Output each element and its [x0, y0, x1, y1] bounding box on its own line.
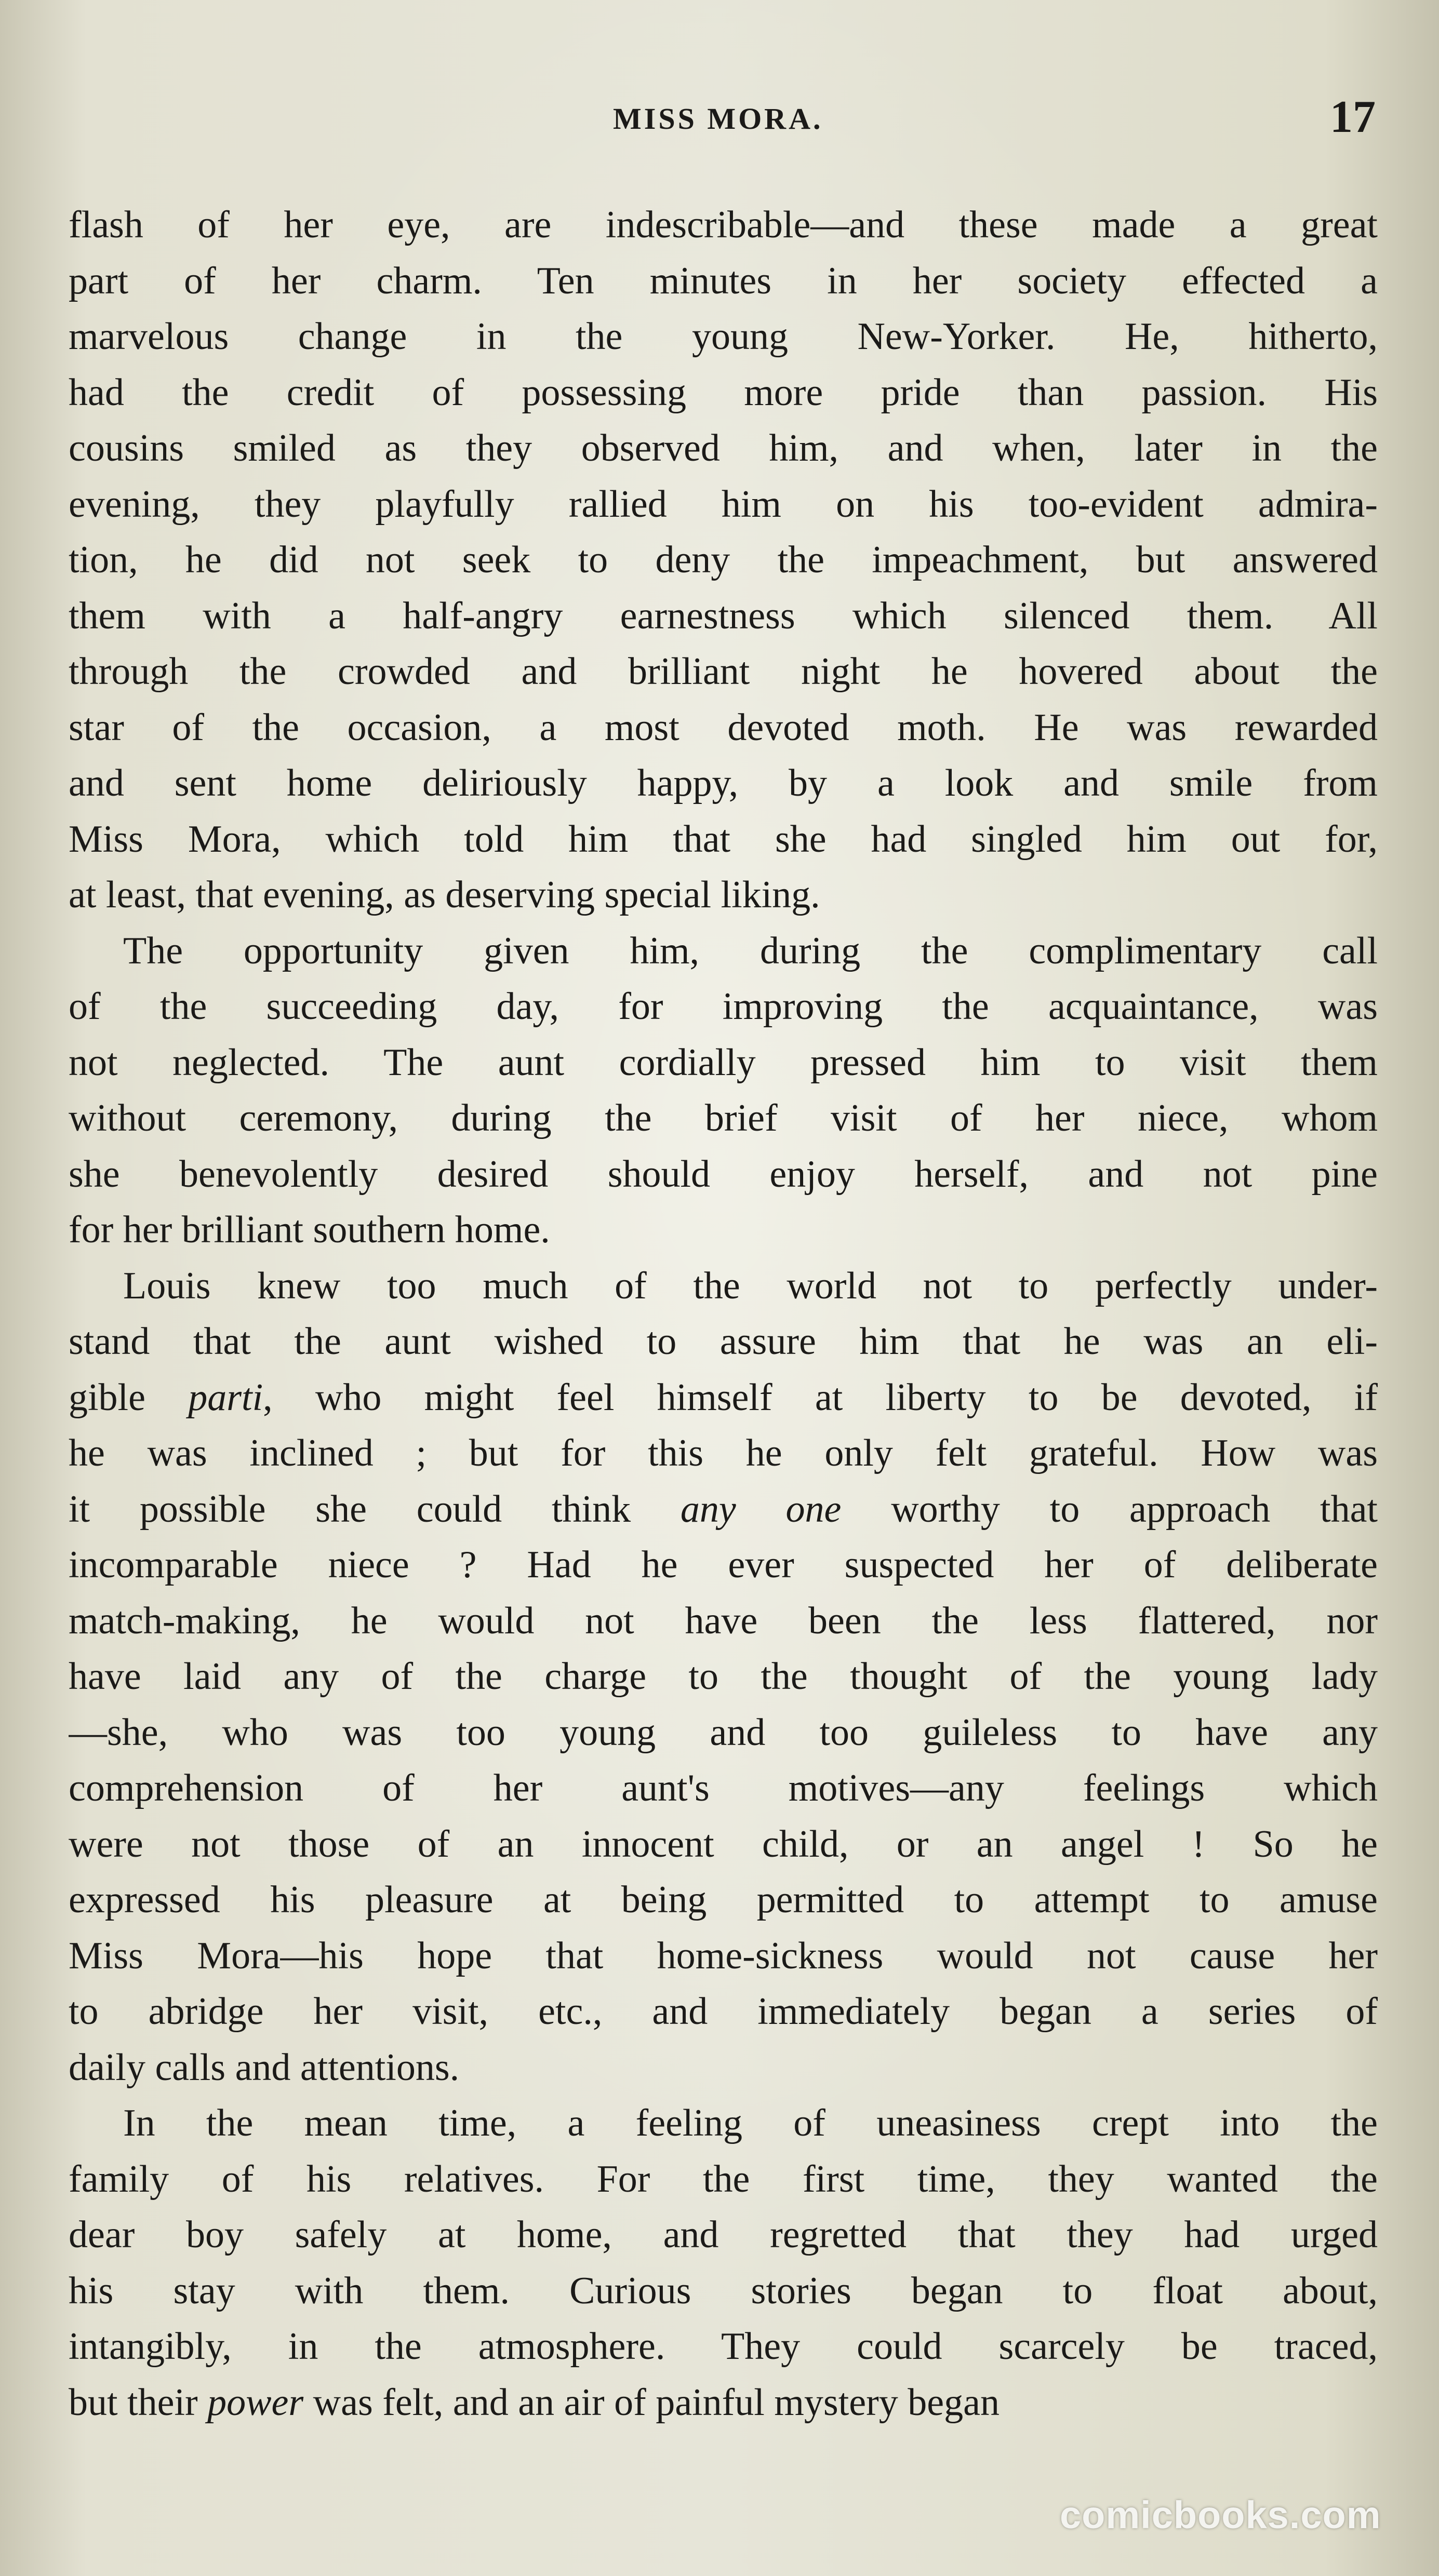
paragraph-1 — [69, 197, 1378, 923]
text-line: he was inclined ; but for this he only felt grateful. How was — [69, 1432, 1378, 1474]
text-line: flash of her eye, are indescribable—and these made a great — [69, 204, 1378, 246]
paragraph-3 — [69, 1258, 1378, 2096]
paragraph-4 — [69, 2096, 1378, 2431]
text-line: dear boy safely at home, and regretted that they had urged — [69, 2213, 1378, 2256]
text-line: expressed his pleasure at being permitted to attempt to amuse — [69, 1879, 1378, 1921]
text-line: them with a half-angry earnestness which silenced them. All — [69, 594, 1378, 637]
text-line: daily calls and attentions. — [69, 2046, 460, 2089]
text-line: The opportunity given him, during the complimentary call — [123, 929, 1378, 972]
text-line: cousins smiled as they observed him, and when, later in the — [69, 427, 1378, 469]
text-line: his stay with them. Curious stories began to float about, — [69, 2269, 1378, 2312]
running-title: MISS MORA. — [613, 102, 823, 136]
text-line: In the mean time, a feeling of uneasiness crept into the — [123, 2102, 1378, 2144]
text-line: marvelous change in the young New-Yorker. He, hitherto, — [69, 315, 1378, 358]
text-line: have laid any of the charge to the thought of the young lady — [69, 1655, 1378, 1698]
text-line: it possible she could think any one worthy to approach that — [69, 1487, 1378, 1531]
text-line: and sent home deliriously happy, by a look and smile from — [69, 762, 1378, 804]
text-line: family of his relatives. For the first time, they wanted the — [69, 2157, 1378, 2201]
text-line: gible parti, who might feel himself at liberty to be devoted, if — [69, 1376, 1378, 1419]
text-line: of the succeeding day, for improving the acquaintance, was — [69, 985, 1378, 1028]
text-line: she benevolently desired should enjoy herself, and not pine — [69, 1152, 1378, 1196]
text-line: incomparable niece ? Had he ever suspected her of deliberate — [69, 1544, 1378, 1586]
running-head — [0, 91, 1439, 148]
text-line: intangibly, in the atmosphere. They could scarcely be traced, — [69, 2325, 1378, 2368]
text-line: evening, they playfully rallied him on his too-evident admira- — [69, 482, 1378, 526]
text-line: were not those of an innocent child, or an angel ! So he — [69, 1822, 1378, 1866]
text-line: tion, he did not seek to deny the impeachment, but answered — [69, 539, 1378, 581]
text-line: without ceremony, during the brief visit of her niece, whom — [69, 1097, 1378, 1139]
text-line: Louis knew too much of the world not to perfectly under- — [123, 1264, 1378, 1307]
text-line: but their power was felt, and an air of painful mystery began — [69, 2381, 1000, 2424]
text-line: comprehension of her aunt's motives—any feelings which — [69, 1767, 1378, 1809]
body-text — [69, 197, 1378, 2431]
text-line: at least, that evening, as deserving special liking. — [69, 874, 820, 916]
page-number: 17 — [1330, 92, 1376, 142]
text-line: Miss Mora—his hope that home-sickness would not cause her — [69, 1934, 1378, 1977]
text-line: —she, who was too young and too guileless to have any — [69, 1711, 1378, 1754]
text-line: stand that the aunt wished to assure him that he was an eli- — [69, 1320, 1378, 1363]
text-line: not neglected. The aunt cordially pressed him to visit them — [69, 1041, 1378, 1084]
watermark: comicbooks.com — [1060, 2493, 1381, 2537]
text-line: had the credit of possessing more pride than passion. His — [69, 371, 1378, 414]
text-line: match-making, he would not have been the less flattered, nor — [69, 1599, 1378, 1642]
italic-word: power — [207, 2381, 304, 2424]
text-line: to abridge her visit, etc., and immediately began a series of — [69, 1990, 1378, 2033]
text-line: star of the occasion, a most devoted moth. He was rewarded — [69, 706, 1378, 749]
italic-word: any one — [680, 1487, 842, 1531]
text-line: part of her charm. Ten minutes in her society effected a — [69, 259, 1378, 302]
italic-word: parti — [188, 1376, 263, 1419]
text-line: Miss Mora, which told him that she had singled him out for, — [69, 817, 1378, 861]
paragraph-2 — [69, 923, 1378, 1258]
text-line: through the crowded and brilliant night he hovered about the — [69, 650, 1378, 693]
text-line: for her brilliant southern home. — [69, 1209, 550, 1251]
